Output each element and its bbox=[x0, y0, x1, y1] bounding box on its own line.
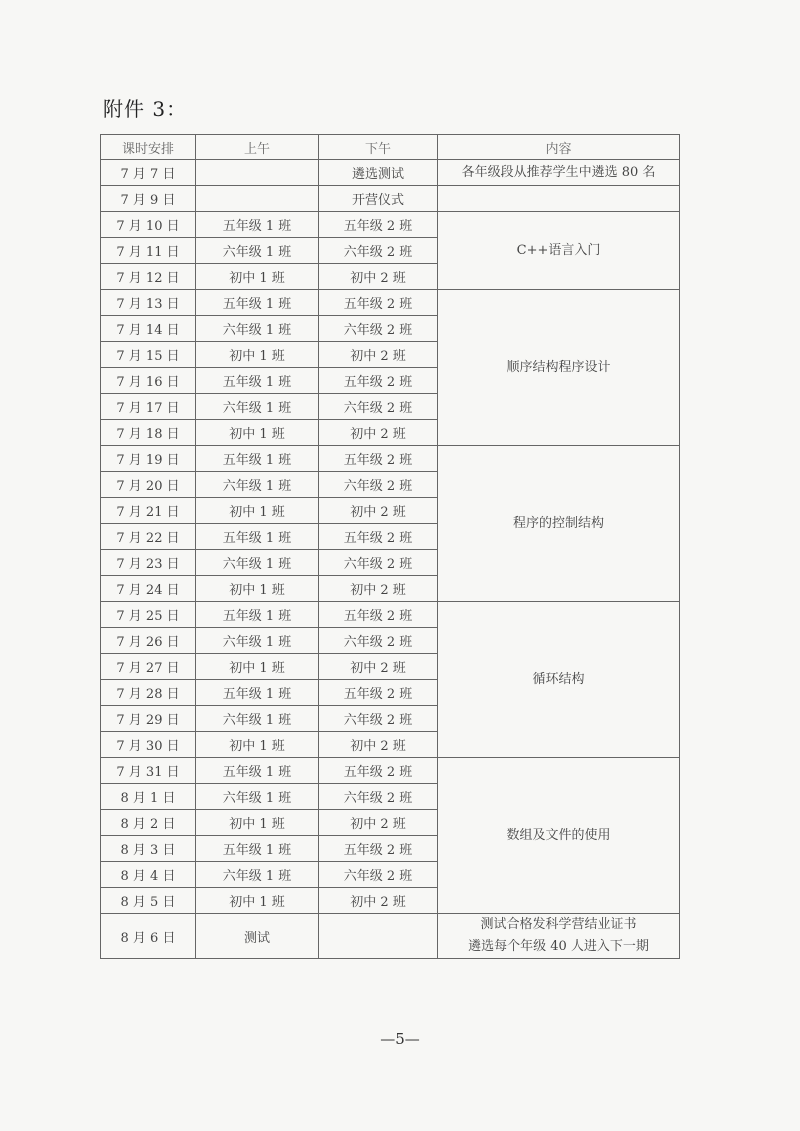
cell-afternoon: 初中 2 班 bbox=[319, 264, 438, 290]
cell-content: 程序的控制结构 bbox=[438, 446, 680, 602]
cell-date: 7 月 26 日 bbox=[101, 628, 196, 654]
cell-date: 8 月 3 日 bbox=[101, 836, 196, 862]
cell-date: 7 月 21 日 bbox=[101, 498, 196, 524]
cell-morning: 初中 1 班 bbox=[196, 576, 319, 602]
cell-afternoon: 初中 2 班 bbox=[319, 342, 438, 368]
cell-date: 8 月 5 日 bbox=[101, 888, 196, 914]
table-row bbox=[101, 212, 680, 238]
cell-afternoon: 五年级 2 班 bbox=[319, 680, 438, 706]
cell-date: 7 月 25 日 bbox=[101, 602, 196, 628]
cell-date: 7 月 24 日 bbox=[101, 576, 196, 602]
cell-date: 8 月 2 日 bbox=[101, 810, 196, 836]
cell-morning: 六年级 1 班 bbox=[196, 472, 319, 498]
cell-afternoon: 五年级 2 班 bbox=[319, 524, 438, 550]
cell-afternoon: 遴选测试 bbox=[319, 160, 438, 186]
cell-morning: 五年级 1 班 bbox=[196, 836, 319, 862]
cell-morning bbox=[196, 160, 319, 186]
cell-morning: 六年级 1 班 bbox=[196, 706, 319, 732]
cell-content: 数组及文件的使用 bbox=[438, 758, 680, 914]
table-row bbox=[101, 160, 680, 186]
cell-morning: 六年级 1 班 bbox=[196, 238, 319, 264]
cell-afternoon: 五年级 2 班 bbox=[319, 602, 438, 628]
cell-afternoon: 六年级 2 班 bbox=[319, 706, 438, 732]
cell-morning: 初中 1 班 bbox=[196, 342, 319, 368]
cell-content: C++语言入门 bbox=[438, 212, 680, 290]
cell-date: 7 月 23 日 bbox=[101, 550, 196, 576]
cell-afternoon: 五年级 2 班 bbox=[319, 446, 438, 472]
cell-afternoon: 五年级 2 班 bbox=[319, 758, 438, 784]
table-row bbox=[101, 602, 680, 628]
cell-morning: 五年级 1 班 bbox=[196, 524, 319, 550]
cell-content: 顺序结构程序设计 bbox=[438, 290, 680, 446]
table-row bbox=[101, 914, 680, 959]
cell-morning: 初中 1 班 bbox=[196, 264, 319, 290]
cell-morning: 六年级 1 班 bbox=[196, 628, 319, 654]
cell-afternoon: 初中 2 班 bbox=[319, 576, 438, 602]
cell-afternoon: 五年级 2 班 bbox=[319, 836, 438, 862]
header-content: 内容 bbox=[438, 135, 680, 160]
cell-afternoon: 初中 2 班 bbox=[319, 732, 438, 758]
cell-date: 7 月 10 日 bbox=[101, 212, 196, 238]
cell-afternoon: 六年级 2 班 bbox=[319, 472, 438, 498]
cell-morning: 五年级 1 班 bbox=[196, 212, 319, 238]
cell-content: 循环结构 bbox=[438, 602, 680, 758]
cell-content bbox=[438, 186, 680, 212]
cell-morning: 五年级 1 班 bbox=[196, 368, 319, 394]
schedule-body bbox=[101, 160, 680, 959]
table-row bbox=[101, 758, 680, 784]
cell-afternoon: 六年级 2 班 bbox=[319, 550, 438, 576]
table-row bbox=[101, 446, 680, 472]
cell-afternoon: 开营仪式 bbox=[319, 186, 438, 212]
cell-afternoon: 六年级 2 班 bbox=[319, 238, 438, 264]
cell-morning: 初中 1 班 bbox=[196, 732, 319, 758]
cell-date: 7 月 15 日 bbox=[101, 342, 196, 368]
cell-afternoon: 六年级 2 班 bbox=[319, 394, 438, 420]
page-title: 附件 3： bbox=[103, 97, 188, 121]
cell-date: 8 月 6 日 bbox=[101, 914, 196, 959]
cell-afternoon: 五年级 2 班 bbox=[319, 368, 438, 394]
cell-date: 7 月 7 日 bbox=[101, 160, 196, 186]
cell-afternoon: 六年级 2 班 bbox=[319, 862, 438, 888]
cell-morning: 五年级 1 班 bbox=[196, 680, 319, 706]
cell-date: 8 月 4 日 bbox=[101, 862, 196, 888]
cell-morning: 六年级 1 班 bbox=[196, 784, 319, 810]
cell-morning: 测试 bbox=[196, 914, 319, 959]
cell-afternoon: 五年级 2 班 bbox=[319, 290, 438, 316]
cell-morning: 初中 1 班 bbox=[196, 654, 319, 680]
cell-date: 7 月 12 日 bbox=[101, 264, 196, 290]
cell-morning: 初中 1 班 bbox=[196, 810, 319, 836]
cell-morning: 初中 1 班 bbox=[196, 498, 319, 524]
cell-date: 7 月 14 日 bbox=[101, 316, 196, 342]
page-number: —5— bbox=[380, 1030, 420, 1048]
table-row bbox=[101, 186, 680, 212]
cell-content: 测试合格发科学营结业证书 遴选每个年级 40 人进入下一期 bbox=[438, 914, 680, 959]
cell-date: 7 月 30 日 bbox=[101, 732, 196, 758]
cell-morning: 六年级 1 班 bbox=[196, 316, 319, 342]
table-row bbox=[101, 290, 680, 316]
cell-date: 7 月 19 日 bbox=[101, 446, 196, 472]
cell-afternoon: 初中 2 班 bbox=[319, 498, 438, 524]
header-schedule: 课时安排 bbox=[101, 135, 196, 160]
cell-date: 7 月 27 日 bbox=[101, 654, 196, 680]
cell-morning: 五年级 1 班 bbox=[196, 446, 319, 472]
cell-date: 7 月 17 日 bbox=[101, 394, 196, 420]
cell-date: 7 月 28 日 bbox=[101, 680, 196, 706]
cell-afternoon: 初中 2 班 bbox=[319, 420, 438, 446]
cell-date: 7 月 29 日 bbox=[101, 706, 196, 732]
cell-date: 7 月 22 日 bbox=[101, 524, 196, 550]
cell-afternoon: 六年级 2 班 bbox=[319, 628, 438, 654]
cell-morning: 初中 1 班 bbox=[196, 420, 319, 446]
header-afternoon: 下午 bbox=[319, 135, 438, 160]
cell-date: 7 月 9 日 bbox=[101, 186, 196, 212]
cell-morning: 五年级 1 班 bbox=[196, 758, 319, 784]
cell-morning: 初中 1 班 bbox=[196, 888, 319, 914]
schedule-table bbox=[100, 134, 680, 959]
cell-morning: 六年级 1 班 bbox=[196, 394, 319, 420]
cell-date: 7 月 20 日 bbox=[101, 472, 196, 498]
header-morning: 上午 bbox=[196, 135, 319, 160]
cell-afternoon: 初中 2 班 bbox=[319, 810, 438, 836]
cell-afternoon: 六年级 2 班 bbox=[319, 316, 438, 342]
cell-morning: 六年级 1 班 bbox=[196, 862, 319, 888]
cell-date: 7 月 16 日 bbox=[101, 368, 196, 394]
cell-date: 8 月 1 日 bbox=[101, 784, 196, 810]
cell-morning: 五年级 1 班 bbox=[196, 602, 319, 628]
cell-morning bbox=[196, 186, 319, 212]
table-header-row bbox=[101, 135, 680, 160]
cell-date: 7 月 18 日 bbox=[101, 420, 196, 446]
cell-morning: 六年级 1 班 bbox=[196, 550, 319, 576]
cell-date: 7 月 31 日 bbox=[101, 758, 196, 784]
cell-afternoon: 初中 2 班 bbox=[319, 888, 438, 914]
cell-afternoon: 六年级 2 班 bbox=[319, 784, 438, 810]
cell-morning: 五年级 1 班 bbox=[196, 290, 319, 316]
cell-afternoon bbox=[319, 914, 438, 959]
cell-afternoon: 初中 2 班 bbox=[319, 654, 438, 680]
cell-date: 7 月 11 日 bbox=[101, 238, 196, 264]
cell-afternoon: 五年级 2 班 bbox=[319, 212, 438, 238]
cell-date: 7 月 13 日 bbox=[101, 290, 196, 316]
cell-content: 各年级段从推荐学生中遴选 80 名 bbox=[438, 160, 680, 186]
